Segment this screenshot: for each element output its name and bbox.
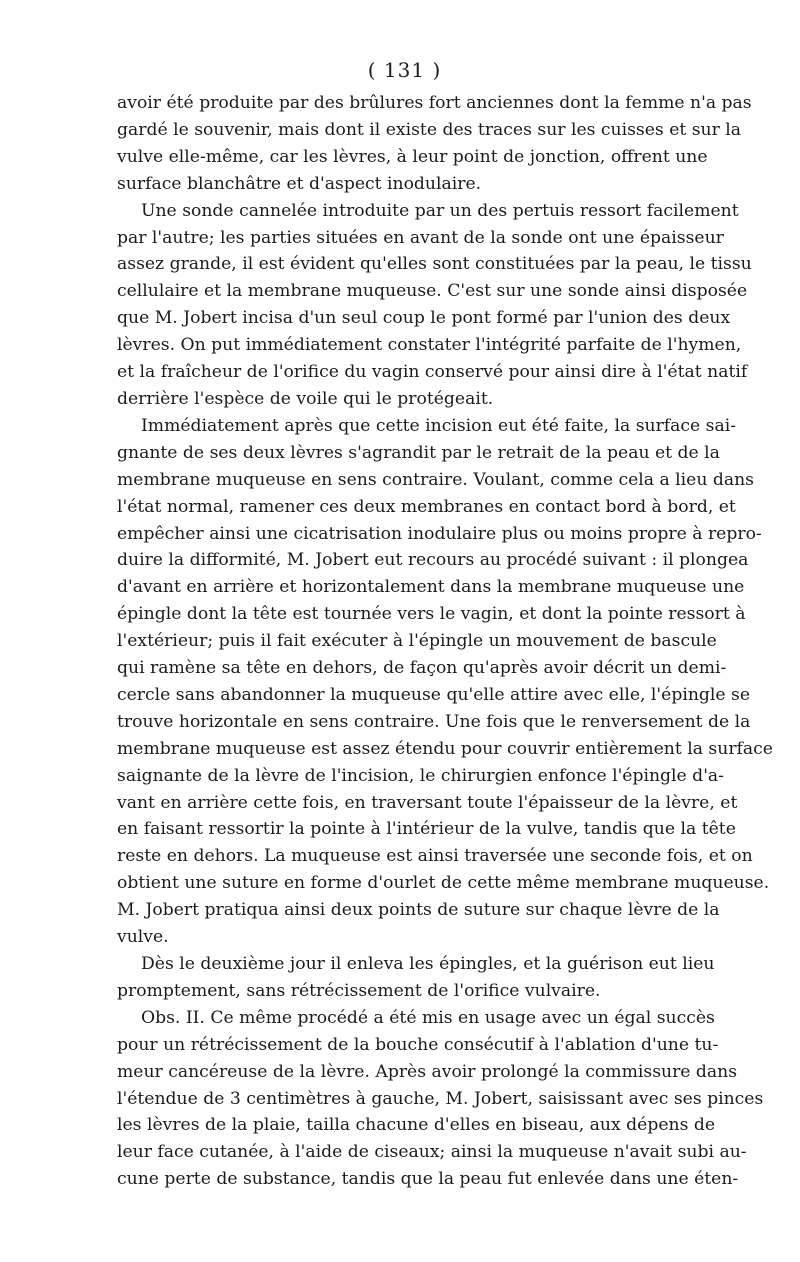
text-line: meur cancéreuse de la lèvre. Après avoir prolongé la commissure dans <box>117 1061 738 1082</box>
page-number: ( 131 ) <box>367 58 442 82</box>
text-line: assez grande, il est évident qu'elles sont constituées par la peau, le tissu <box>117 254 752 275</box>
text-line: l'extérieur; puis il fait exécuter à l'épingle un mouvement de bascule <box>117 631 717 652</box>
text-line: que M. Jobert incisa d'un seul coup le pont formé par l'union des deux <box>117 308 731 329</box>
text-line: vulve elle-même, car les lèvres, à leur point de jonction, offrent une <box>117 146 708 167</box>
text-line: gnante de ses deux lèvres s'agrandit par le retrait de la peau et de la <box>117 442 720 463</box>
text-line: pour un rétrécissement de la bouche consécutif à l'ablation d'une tu- <box>117 1034 719 1055</box>
text-line: épingle dont la tête est tournée vers le vagin, et dont la pointe ressort à <box>117 604 746 625</box>
text-line: par l'autre; les parties situées en avant de la sonde ont une épaisseur <box>117 227 724 248</box>
text-line: vant en arrière cette fois, en traversant toute l'épaisseur de la lèvre, et <box>117 792 738 813</box>
text-line: Dès le deuxième jour il enleva les épingles, et la guérison eut lieu <box>141 954 715 974</box>
text-line: reste en dehors. La muqueuse est ainsi traversée une seconde fois, et on <box>117 846 753 867</box>
text-line: membrane muqueuse est assez étendu pour couvrir entièrement la surface <box>117 738 773 759</box>
text-line: Obs. II. Ce même procédé a été mis en usage avec un égal succès <box>141 1007 715 1028</box>
text-line: cune perte de substance, tandis que la peau fut enlevée dans une éten- <box>117 1169 739 1190</box>
text-line: surface blanchâtre et d'aspect inodulaire. <box>117 173 482 194</box>
text-line: vulve. <box>117 927 169 948</box>
text-line: en faisant ressortir la pointe à l'intérieur de la vulve, tandis que la tête <box>117 819 736 840</box>
text-line: avoir été produite par des brûlures fort anciennes dont la femme n'a pas <box>117 93 752 113</box>
text-line: Une sonde cannelée introduite par un des pertuis ressort facilement <box>141 200 739 221</box>
text-line: l'étendue de 3 centimètres à gauche, M. Jobert, saisissant avec ses pinces <box>117 1088 764 1109</box>
text-line: qui ramène sa tête en dehors, de façon qu'après avoir décrit un demi- <box>117 658 727 679</box>
text-line: derrière l'espèce de voile qui le protégeait. <box>117 388 494 409</box>
text-line: duire la difformité, M. Jobert eut recours au procédé suivant : il plongea <box>117 550 749 571</box>
text-line: lèvres. On put immédiatement constater l'intégrité parfaite de l'hymen, <box>117 335 742 356</box>
text-line: les lèvres de la plaie, tailla chacune d'elles en biseau, aux dépens de <box>117 1115 716 1136</box>
text-line: gardé le souvenir, mais dont il existe des traces sur les cuisses et sur la <box>117 119 742 140</box>
text-line: leur face cutanée, à l'aide de ciseaux; ainsi la muqueuse n'avait subi au- <box>117 1142 747 1163</box>
text-line: l'état normal, ramener ces deux membranes en contact bord à bord, et <box>117 496 736 517</box>
text-line: cercle sans abandonner la muqueuse qu'elle attire avec elle, l'épingle se <box>117 684 751 705</box>
text-line: et la fraîcheur de l'orifice du vagin conservé pour ainsi dire à l'état natif <box>117 362 748 383</box>
text-line: obtient une suture en forme d'ourlet de cette même membrane muqueuse. <box>117 873 770 894</box>
text-line: Immédiatement après que cette incision eut été faite, la surface sai- <box>141 415 737 436</box>
text-line: promptement, sans rétrécissement de l'orifice vulvaire. <box>117 980 601 1001</box>
body-text <box>117 90 773 1193</box>
text-line: cellulaire et la membrane muqueuse. C'est sur une sonde ainsi disposée <box>117 281 748 302</box>
text-line: empêcher ainsi une cicatrisation inodulaire plus ou moins propre à repro- <box>117 523 762 544</box>
text-line: trouve horizontale en sens contraire. Une fois que le renversement de la <box>117 711 751 732</box>
text-line: membrane muqueuse en sens contraire. Voulant, comme cela a lieu dans <box>117 469 755 490</box>
text-line: M. Jobert pratiqua ainsi deux points de suture sur chaque lèvre de la <box>117 900 720 921</box>
text-line: saignante de la lèvre de l'incision, le chirurgien enfonce l'épingle d'a- <box>117 765 724 786</box>
text-line: d'avant en arrière et horizontalement dans la membrane muqueuse une <box>117 577 745 598</box>
